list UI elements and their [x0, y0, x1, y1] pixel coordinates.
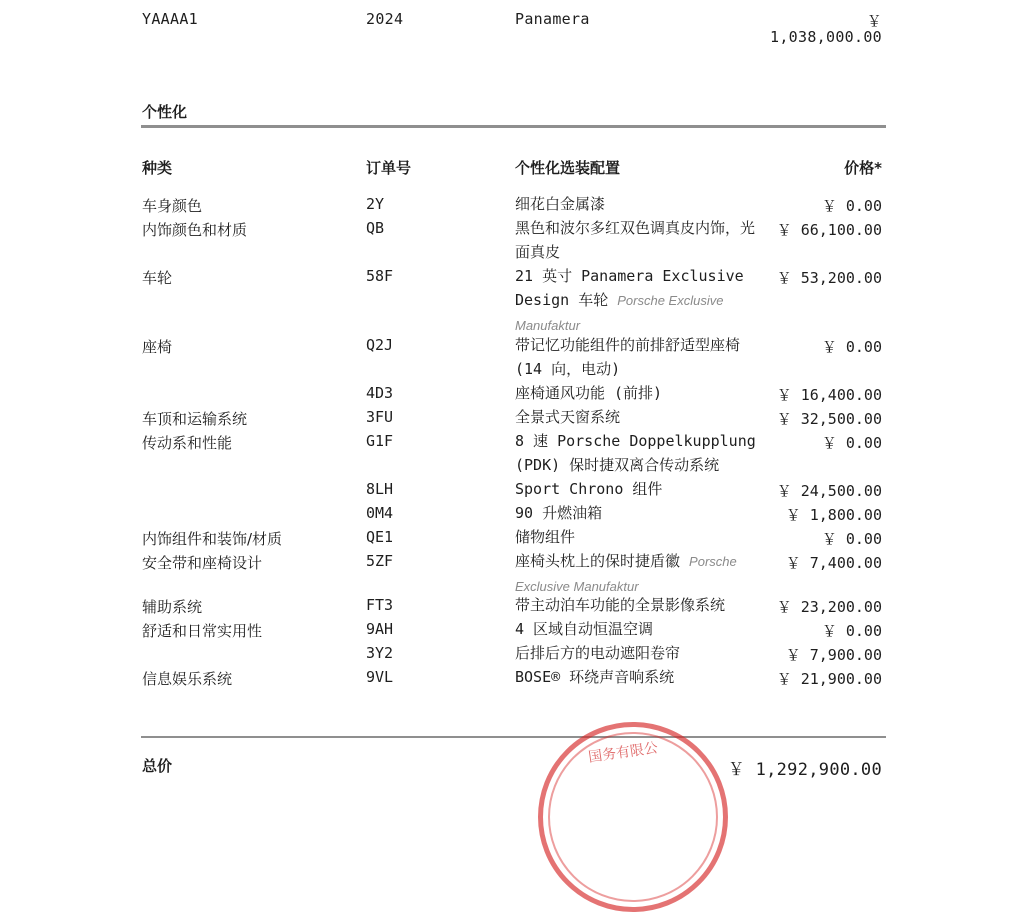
- row-option-note: Porsche Exclusive Manufaktur: [515, 554, 737, 594]
- row-order-code: 8LH: [366, 480, 394, 498]
- row-order-code: 3Y2: [366, 644, 394, 662]
- company-seal-text: 国务有限公: [587, 740, 659, 766]
- currency-symbol: ￥: [866, 12, 882, 30]
- row-category: 座椅: [142, 338, 173, 356]
- row-order-code: 5ZF: [366, 552, 394, 570]
- row-price: ￥ 66,100.00: [776, 221, 882, 239]
- row-option-note: Porsche Exclusive Manufaktur: [515, 293, 724, 333]
- row-price: ￥ 21,900.00: [776, 670, 882, 688]
- row-category: 传动系和性能: [142, 434, 233, 452]
- row-order-code: G1F: [366, 432, 394, 450]
- row-category: 车身颜色: [142, 197, 203, 215]
- row-option: [515, 264, 765, 338]
- row-option: [515, 549, 765, 599]
- row-category: 舒适和日常实用性: [142, 622, 263, 640]
- row-category: 车轮: [142, 269, 173, 287]
- row-price: ￥ 0.00: [821, 530, 882, 548]
- row-option: [515, 477, 765, 501]
- row-price: ￥ 0.00: [821, 434, 882, 452]
- model-name: Panamera: [515, 10, 590, 28]
- section-title: 个性化: [142, 103, 188, 121]
- row-option-text: 座椅头枕上的保时捷盾徽: [515, 552, 681, 570]
- row-option: [515, 429, 765, 477]
- row-price: ￥ 24,500.00: [776, 482, 882, 500]
- row-order-code: 9VL: [366, 668, 394, 686]
- row-option: [515, 216, 765, 264]
- row-price: ￥ 23,200.00: [776, 598, 882, 616]
- section-divider: [141, 125, 886, 128]
- row-category: 车顶和运输系统: [142, 410, 248, 428]
- row-option-text: 带记忆功能组件的前排舒适型座椅 (14 向，电动): [515, 336, 741, 378]
- row-option-text: 储物组件: [515, 528, 576, 546]
- row-option: [515, 405, 765, 429]
- row-option-text: 90 升燃油箱: [515, 504, 603, 522]
- row-price: ￥ 0.00: [821, 338, 882, 356]
- row-option-text: 全景式天窗系统: [515, 408, 621, 426]
- model-year: 2024: [366, 10, 404, 28]
- row-option: [515, 665, 765, 689]
- row-price: ￥ 0.00: [821, 622, 882, 640]
- row-price: ￥ 53,200.00: [776, 269, 882, 287]
- row-option-text: 细花白金属漆: [515, 195, 606, 213]
- row-price: ￥ 7,900.00: [785, 646, 882, 664]
- row-price: ￥ 1,800.00: [785, 506, 882, 524]
- row-category: 内饰组件和装饰/材质: [142, 530, 283, 548]
- row-order-code: 2Y: [366, 195, 385, 213]
- row-order-code: FT3: [366, 596, 394, 614]
- row-order-code: QB: [366, 219, 385, 237]
- row-price: ￥ 16,400.00: [776, 386, 882, 404]
- row-option-text: 4 区域自动恒温空调: [515, 620, 654, 638]
- column-header-price: 价格*: [844, 159, 882, 177]
- row-option: [515, 525, 765, 549]
- row-order-code: 3FU: [366, 408, 394, 426]
- column-header-category: 种类: [142, 159, 173, 177]
- row-option: [515, 617, 765, 641]
- model-code: YAAAA1: [142, 10, 198, 28]
- column-header-order-no: 订单号: [366, 159, 412, 177]
- row-price: ￥ 7,400.00: [785, 554, 882, 572]
- row-price: ￥ 32,500.00: [776, 410, 882, 428]
- row-option-text: BOSE® 环绕声音响系统: [515, 668, 675, 686]
- total-divider: [141, 736, 886, 738]
- row-order-code: QE1: [366, 528, 394, 546]
- row-order-code: 9AH: [366, 620, 394, 638]
- row-option: [515, 593, 765, 617]
- row-category: 内饰颜色和材质: [142, 221, 248, 239]
- row-option-text: 座椅通风功能 (前排): [515, 384, 663, 402]
- total-label: 总价: [142, 757, 173, 775]
- row-price: ￥ 0.00: [821, 197, 882, 215]
- base-price: 1,038,000.00: [770, 28, 882, 46]
- row-order-code: 4D3: [366, 384, 394, 402]
- row-category: 信息娱乐系统: [142, 670, 233, 688]
- row-option-text: 21 英寸 Panamera Exclusive Design 车轮: [515, 267, 744, 309]
- row-option: [515, 192, 765, 216]
- column-header-option: 个性化选装配置: [515, 159, 621, 177]
- row-option: [515, 333, 765, 381]
- row-category: 辅助系统: [142, 598, 203, 616]
- row-option: [515, 381, 765, 405]
- row-order-code: Q2J: [366, 336, 394, 354]
- row-order-code: 0M4: [366, 504, 394, 522]
- row-option-text: 8 速 Porsche Doppelkupplung (PDK) 保时捷双离合传动系统: [515, 432, 756, 474]
- row-option: [515, 501, 765, 525]
- row-option: [515, 641, 765, 665]
- row-option-text: 后排后方的电动遮阳卷帘: [515, 644, 681, 662]
- row-option-text: Sport Chrono 组件: [515, 480, 663, 498]
- row-order-code: 58F: [366, 267, 394, 285]
- total-value: ￥ 1,292,900.00: [727, 760, 882, 780]
- row-option-text: 带主动泊车功能的全景影像系统: [515, 596, 726, 614]
- row-category: 安全带和座椅设计: [142, 554, 263, 572]
- row-option-text: 黑色和波尔多红双色调真皮内饰，光面真皮: [515, 219, 756, 261]
